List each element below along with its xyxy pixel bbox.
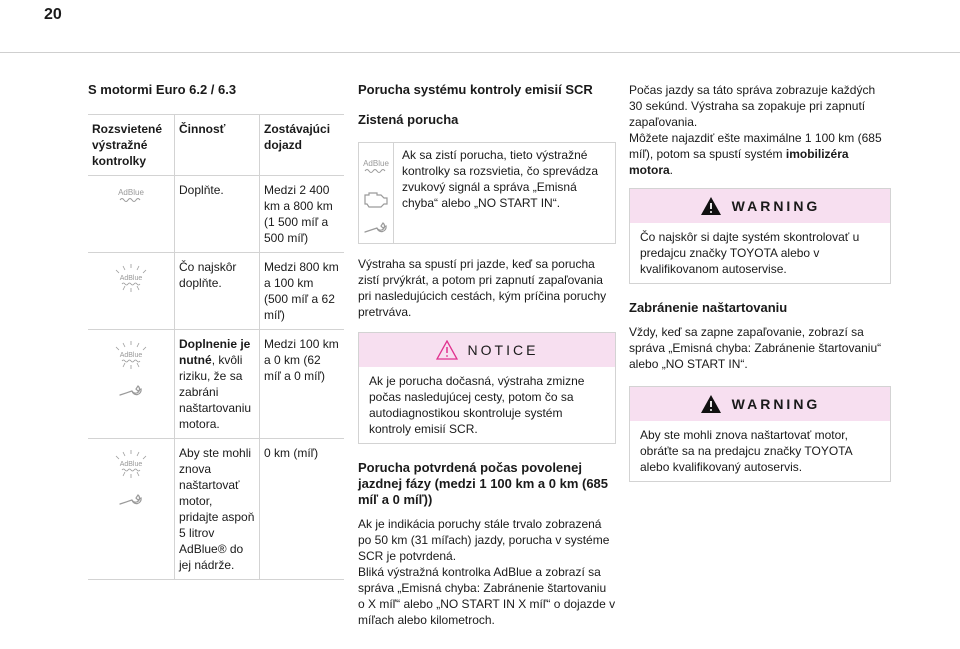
adblue-icon — [114, 186, 148, 206]
table-cell-action — [175, 253, 260, 330]
fault-indicator-box — [358, 142, 616, 244]
fault-description: Ak sa zistí porucha, tieto výstražné kontrolky sa rozsvietia, čo sprevádza zvukový signál a správa „Emisná chyba“ alebo „NO START IN“. — [402, 148, 599, 210]
adblue-flashing-icon — [111, 340, 151, 370]
table-cell-range: Medzi 800 km a 100 km (500 míľ a 62 míľ) — [260, 253, 345, 330]
notice-triangle-icon — [436, 340, 458, 360]
warning-header — [630, 387, 890, 421]
subheading-detected-fault: Zistená porucha — [358, 112, 459, 127]
immobilizer-end: . — [669, 163, 674, 177]
wrench-icon — [363, 221, 389, 235]
notice-header — [359, 333, 615, 367]
paragraph-immobilizer — [629, 130, 891, 178]
svg-text:AdBlue: AdBlue — [363, 159, 389, 168]
notice-title: NOTICE — [467, 342, 539, 358]
warning-box-2 — [629, 386, 891, 482]
action-text: Doplňte. — [179, 183, 224, 197]
table-header: Zostávajúci dojazd — [260, 115, 345, 176]
table-cell-range: Medzi 100 km a 0 km (62 míľ a 0 míľ) — [260, 330, 345, 439]
table-cell-icons — [88, 253, 175, 330]
paragraph-repeat: Počas jazdy sa táto správa zobrazuje každých 30 sekúnd. Výstraha sa zopakuje pri zapnutí zapaľovania. — [629, 83, 876, 129]
immobilizer-bold: imobilizéra motora — [629, 147, 849, 177]
column-3 — [629, 82, 891, 482]
warning-header — [630, 189, 890, 223]
fault-icons — [359, 143, 394, 243]
table-row — [88, 330, 344, 439]
section-heading-euro: S motormi Euro 6.2 / 6.3 — [88, 82, 237, 97]
header-rule — [0, 52, 960, 53]
wrench-icon — [118, 493, 144, 507]
warning-title: WARNING — [731, 396, 821, 412]
warning-body: Čo najskôr si dajte systém skontrolovať u predajcu značky TOYOTA alebo v kvalifikovanom autoservise. — [640, 230, 860, 276]
action-bold-text: Doplnenie je nutné — [179, 337, 251, 367]
notice-body: Ak je porucha dočasná, výstraha zmizne počas nasledujúcej cesty, potom čo sa autodiagnostikou skontroluje systém kontroly emisií SCR. — [369, 374, 585, 436]
paragraph-warning-trigger: Výstraha sa spustí pri jazde, keď sa porucha zistí prvýkrát, a potom pri zapnutí zapaľovania pri nasledujúcich cestách, kým príčina poruchy pretrváva. — [358, 257, 607, 319]
page-number: 20 — [44, 6, 62, 23]
table-cell-action — [175, 176, 260, 253]
svg-text:AdBlue: AdBlue — [119, 275, 143, 282]
svg-text:AdBlue: AdBlue — [119, 461, 143, 468]
table-row — [88, 176, 344, 253]
svg-text:AdBlue: AdBlue — [118, 188, 144, 197]
table-cell-icons — [88, 439, 175, 580]
warning-triangle-icon — [700, 394, 722, 414]
warning-title: WARNING — [731, 198, 821, 214]
adblue-icon — [359, 157, 393, 177]
table-header: Rozsvietené výstražné kontrolky — [88, 115, 175, 176]
table-cell-icons — [88, 330, 175, 439]
action-text: Čo najskôr doplňte. — [179, 260, 237, 290]
table-row — [88, 253, 344, 330]
column-1 — [88, 82, 344, 580]
table-cell-action — [175, 439, 260, 580]
column-2 — [358, 82, 616, 628]
table-cell-action — [175, 330, 260, 439]
subheading-start-prevention: Zabránenie naštartovaniu — [629, 300, 788, 315]
subheading-confirmed-fault: Porucha potvrdená počas povolenej jazdnej fázy (medzi 1 100 km a 0 km (685 míľ a 0 míľ)) — [358, 460, 609, 507]
table-cell-range: 0 km (míľ) — [260, 439, 345, 580]
warning-triangle-icon — [700, 196, 722, 216]
section-heading-scr: Porucha systému kontroly emisií SCR — [358, 82, 593, 97]
notice-box — [358, 332, 616, 444]
table-cell-icons — [88, 176, 175, 253]
warning-box-1 — [629, 188, 891, 284]
action-text: , kvôli riziku, že sa zabráni naštartovaniu motora. — [179, 353, 252, 431]
adblue-flashing-icon — [111, 263, 151, 293]
engine-check-icon — [361, 189, 391, 209]
paragraph-flashing: Bliká výstražná kontrolka AdBlue a zobrazí sa správa „Emisná chyba: Zabránenie štartovaniu o X míľ“ alebo „NO START IN X míľ“ o dojazde v míľach alebo kilometroch. — [358, 565, 616, 627]
table-header-row — [88, 115, 344, 176]
table-row — [88, 439, 344, 580]
action-text: Aby ste mohli znova naštartovať motor, pridajte aspoň 5 litrov AdBlue® do jej nádrže. — [179, 446, 255, 572]
paragraph-confirmed: Ak je indikácia poruchy stále trvalo zobrazená po 50 km (31 míľach) jazdy, porucha v systéme SCR je potvrdená. — [358, 517, 610, 563]
wrench-icon — [118, 384, 144, 398]
adblue-flashing-icon — [111, 449, 151, 479]
immobilizer-text: Môžete najazdiť ešte maximálne 1 100 km (685 míľ), potom sa spustí systém — [629, 131, 882, 161]
table-header: Činnosť — [175, 115, 260, 176]
paragraph-start-prevention: Vždy, keď sa zapne zapaľovanie, zobrazí sa správa „Emisná chyba: Zabránenie štartovaniu“ alebo „NO START IN“. — [629, 325, 882, 371]
svg-text:AdBlue: AdBlue — [119, 352, 143, 359]
warning-body: Aby ste mohli znova naštartovať motor, obráťte sa na predajcu značky TOYOTA alebo kvalifikovaný autoservis. — [640, 428, 852, 474]
table-cell-range: Medzi 2 400 km a 800 km (1 500 míľ a 500 míľ) — [260, 176, 345, 253]
emission-table — [88, 114, 344, 580]
